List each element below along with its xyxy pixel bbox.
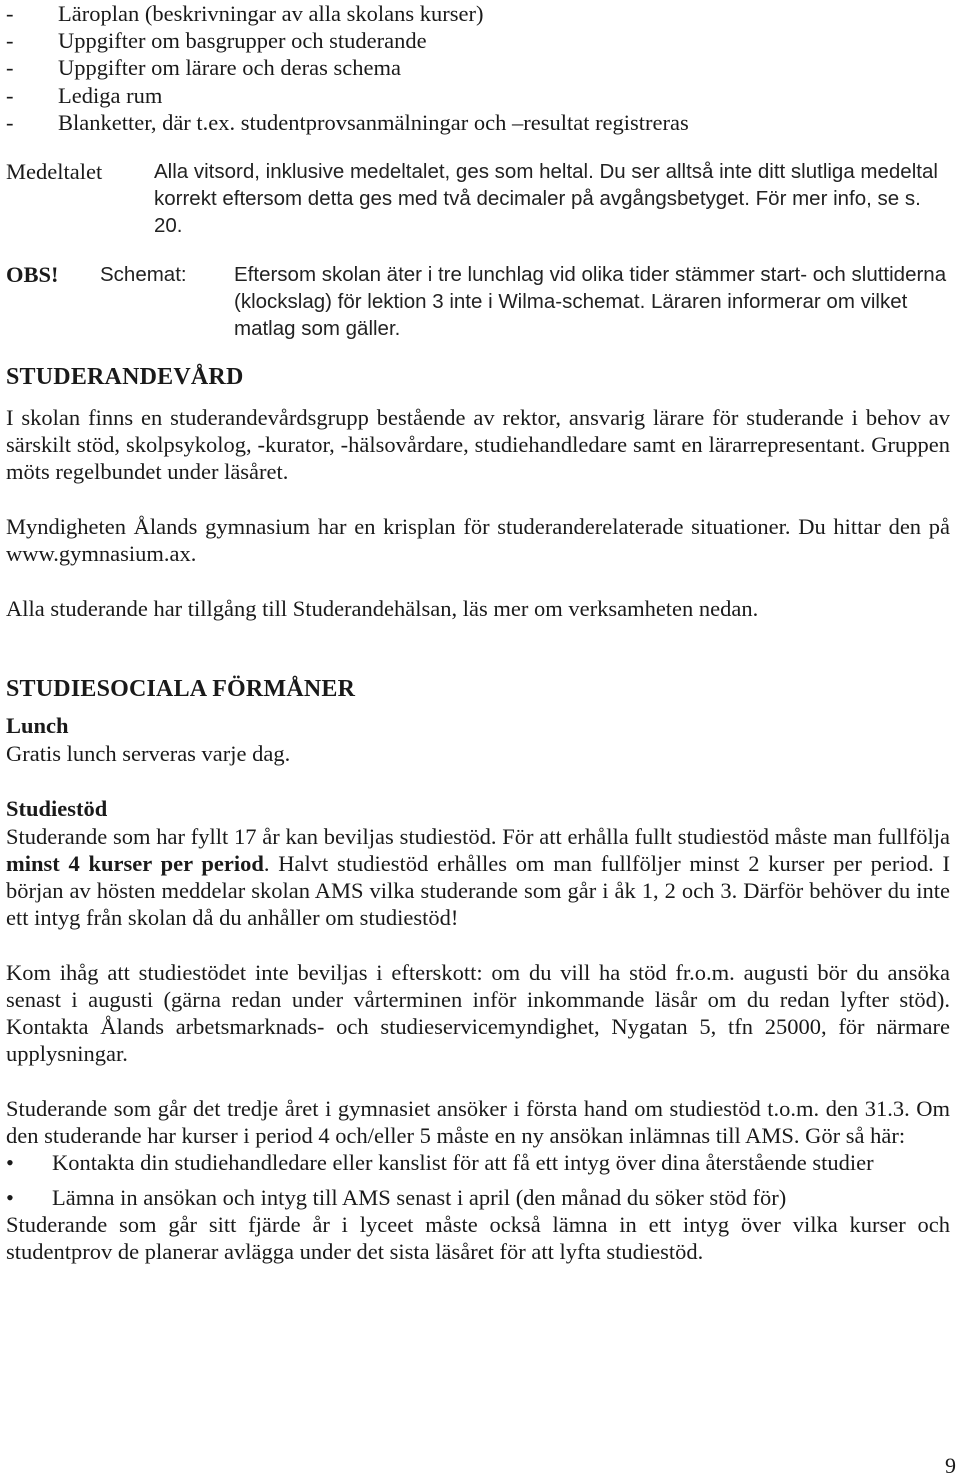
definition-text: Alla vitsord, inklusive medeltalet, ges som heltal. Du ser alltså inte ditt slutliga medeltal korrekt eftersom detta ges med två decimaler på avgångsbetyget. För mer info, se s. 20. <box>154 159 938 237</box>
list-item <box>6 109 950 136</box>
subheading-studiestod: Studiestöd <box>6 795 108 821</box>
obs-term: Schemat: <box>100 262 187 286</box>
dash-marker: - <box>6 82 14 108</box>
section-heading: STUDIESOCIALA FÖRMÅNER <box>6 675 356 702</box>
list-item <box>6 82 950 109</box>
system-contents-list <box>6 0 950 136</box>
medeltalet-definition <box>6 158 950 239</box>
list-item-text: Uppgifter om lärare och deras schema <box>58 55 401 81</box>
list-item-text: Lämna in ansökan och intyg till AMS senast i april (den månad du söker stöd för) <box>52 1184 787 1210</box>
paragraph: Studerande som går sitt fjärde år i lyceet måste också lämna in ett intyg över vilka kurser och studentprov de planerar avlägga under det sista läsåret för att lyfta studiestöd. <box>6 1211 950 1264</box>
bullet-list <box>6 1149 950 1211</box>
page-number: 9 <box>945 1453 956 1478</box>
text-run: Studerande som har fyllt 17 år kan beviljas studiestöd. För att erhålla fullt studiestöd måste man fullfölja <box>6 823 950 849</box>
dash-marker: - <box>6 28 14 54</box>
studerandevard-section <box>6 362 950 622</box>
paragraph: Myndigheten Ålands gymnasium har en krisplan för studeranderelaterade situationer. Du hittar den på www.gymnasium.ax. <box>6 513 950 566</box>
paragraph: Kom ihåg att studiestödet inte beviljas i efterskott: om du vill ha stöd fr.o.m. augusti bör du ansöka senast i augusti (gärna redan under vårterminen inför inkommande läsår om du redan lyfter stöd). Kontakta Ålands arbetsmarknads- och studieservicemyndighet, Nygatan 5, tfn 25000, för närmare upplysningar. <box>6 959 950 1066</box>
list-item <box>6 1149 950 1176</box>
obs-note <box>6 261 950 342</box>
text-run: . Halvt studiestöd erhålles om man fullföljer minst 2 kurser per period. I början av hösten meddelar skolan AMS vilka studerande som går i åk 1, 2 och 3. Därför behöver du inte ett intyg från skolan då du anhåller om studiestöd! <box>6 850 950 930</box>
list-item-text: Uppgifter om basgrupper och studerande <box>58 28 427 54</box>
definition-term: Medeltalet <box>6 158 103 184</box>
list-item-text: Läroplan (beskrivningar av alla skolans kurser) <box>58 1 484 26</box>
bullet-marker: • <box>6 1184 14 1210</box>
paragraph <box>6 823 950 931</box>
obs-label: OBS! <box>6 261 59 287</box>
list-item <box>6 27 950 54</box>
list-item-text: Lediga rum <box>58 82 163 108</box>
dash-marker: - <box>6 55 14 81</box>
studiesociala-formaner-section <box>6 674 950 1265</box>
list-item <box>6 1184 950 1211</box>
paragraph: I skolan finns en studerandevårdsgrupp bestående av rektor, ansvarig lärare för studerande i behov av särskilt stöd, skolpsykolog, -kurator, -hälsovårdare, studiehandledare samt en lärarrepresentant. Gruppen möts regelbundet under läsåret. <box>6 404 950 484</box>
section-heading: STUDERANDEVÅRD <box>6 363 244 390</box>
bullet-marker: • <box>6 1149 14 1175</box>
list-item-text: Blanketter, där t.ex. studentprovsanmälningar och –resultat registreras <box>58 109 689 135</box>
emphasis-text: minst 4 kurser per period <box>6 850 264 876</box>
dash-marker: - <box>6 1 14 26</box>
document-page <box>6 0 950 1265</box>
list-item <box>6 0 950 27</box>
subheading-lunch: Lunch <box>6 712 69 738</box>
list-item-text: Kontakta din studiehandledare eller kanslist för att få ett intyg över dina återstående studier <box>52 1149 874 1175</box>
dash-marker: - <box>6 109 14 135</box>
obs-text: Eftersom skolan äter i tre lunchlag vid olika tider stämmer start- och sluttiderna (klockslag) för lektion 3 inte i Wilma-schemat. Läraren informerar om vilket matlag som gäller. <box>234 262 947 340</box>
list-item <box>6 54 950 81</box>
paragraph: Studerande som går det tredje året i gymnasiet ansöker i första hand om studiestöd t.o.m. den 31.3. Om den studerande har kurser i period 4 och/eller 5 måste en ny ansökan inlämnas till AMS. Gör så här: <box>6 1095 950 1148</box>
paragraph: Gratis lunch serveras varje dag. <box>6 740 291 766</box>
paragraph: Alla studerande har tillgång till Studerandehälsan, läs mer om verksamheten nedan. <box>6 595 759 621</box>
